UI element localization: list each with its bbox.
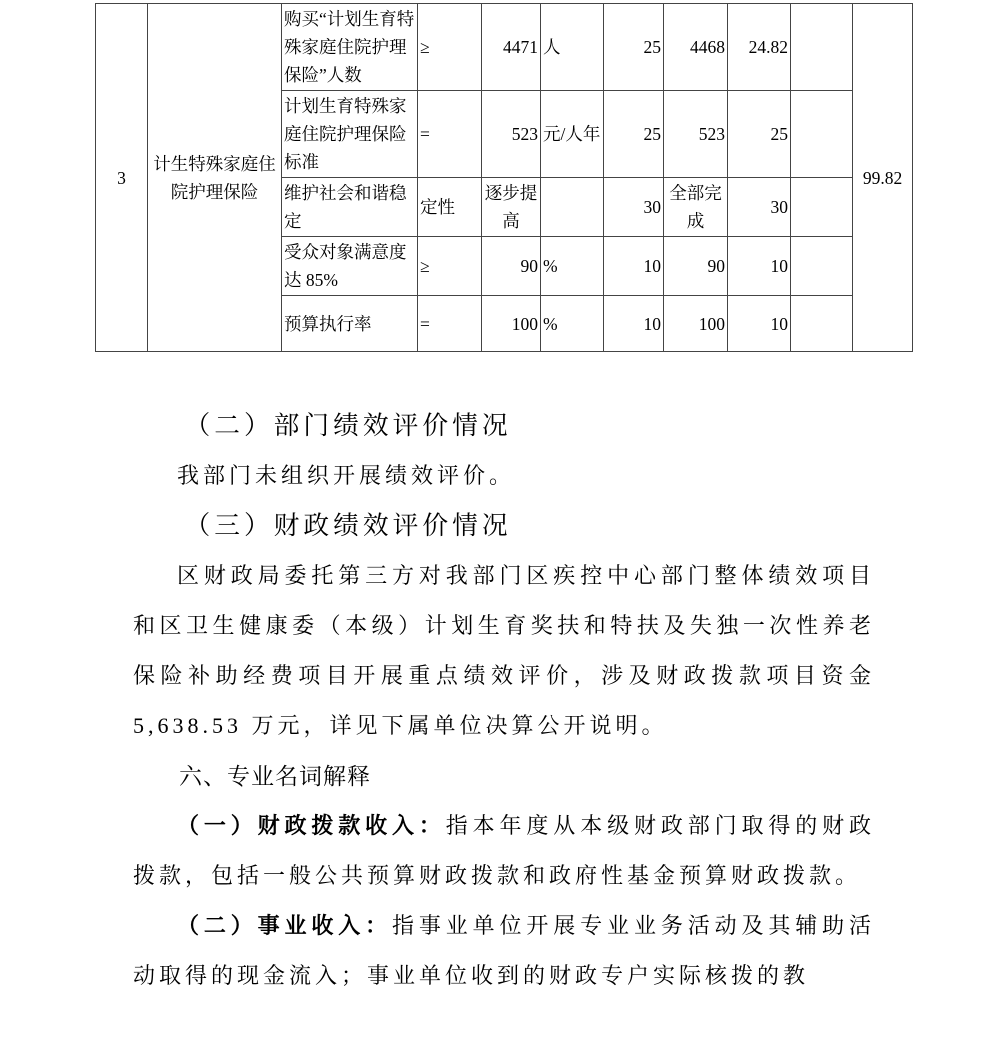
cell-note: [791, 178, 853, 237]
paragraph-definition-fiscal-appropriation: [133, 801, 875, 901]
paragraph-definition-operating-income: [133, 901, 875, 1001]
definition-text: 指事业单位开展专业业务活动及其辅助活动取得的现金流入；事业单位收到的财政专户实际核拨的教: [133, 913, 875, 988]
paragraph-finance-evaluation: 区财政局委托第三方对我部门区疾控中心部门整体绩效项目和区卫生健康委（本级）计划生育奖扶和特扶及失独一次性养老保险补助经费项目开展重点绩效评价，涉及财政拨款项目资金 5,638.53 万元，详见下属单位决算公开说明。: [133, 563, 875, 738]
cell-indicator: 购买“计划生育特殊家庭住院护理保险”人数: [282, 4, 418, 91]
performance-indicator-table: [95, 3, 913, 352]
cell-score: 10: [728, 296, 791, 352]
cell-target-value: 4471: [482, 4, 541, 91]
cell-score: 24.82: [728, 4, 791, 91]
definition-term: （二）事业收入：: [177, 913, 393, 938]
cell-weight: 25: [604, 91, 664, 178]
cell-weight: 10: [604, 237, 664, 296]
cell-operator: =: [418, 296, 482, 352]
cell-score: 10: [728, 237, 791, 296]
cell-unit: 人: [541, 4, 604, 91]
cell-unit: 元/人年: [541, 91, 604, 178]
section-heading-terminology: 六、专业名词解释: [179, 763, 371, 789]
cell-target-value: 523: [482, 91, 541, 178]
cell-indicator: 预算执行率: [282, 296, 418, 352]
cell-target-value: 90: [482, 237, 541, 296]
cell-operator: 定性: [418, 178, 482, 237]
cell-indicator: 计划生育特殊家庭住院护理保险标准: [282, 91, 418, 178]
cell-weight: 30: [604, 178, 664, 237]
cell-operator: ≥: [418, 237, 482, 296]
section-heading-dept-evaluation: （二）部门绩效评价情况: [184, 411, 512, 440]
cell-total-score: 99.82: [853, 4, 913, 352]
cell-note: [791, 91, 853, 178]
cell-note: [791, 4, 853, 91]
definition-term: （一）财政拨款收入：: [177, 813, 446, 838]
cell-actual-value: 523: [664, 91, 728, 178]
cell-actual-value: 90: [664, 237, 728, 296]
cell-unit: %: [541, 237, 604, 296]
cell-weight: 10: [604, 296, 664, 352]
cell-actual-value: 4468: [664, 4, 728, 91]
cell-note: [791, 237, 853, 296]
cell-project-name: 计生特殊家庭住院护理保险: [148, 4, 282, 352]
cell-sequence-number: 3: [96, 4, 148, 352]
cell-unit: [541, 178, 604, 237]
cell-operator: ≥: [418, 4, 482, 91]
cell-score: 25: [728, 91, 791, 178]
cell-operator: =: [418, 91, 482, 178]
cell-target-value: 100: [482, 296, 541, 352]
cell-unit: %: [541, 296, 604, 352]
cell-note: [791, 296, 853, 352]
definition-text: 指本年度从本级财政部门取得的财政拨款，包括一般公共预算财政拨款和政府性基金预算财政拨款。: [133, 813, 875, 888]
paragraph-no-evaluation: 我部门未组织开展绩效评价。: [177, 463, 516, 488]
table-row: [96, 4, 913, 91]
cell-target-value: 逐步提高: [482, 178, 541, 237]
cell-indicator: 受众对象满意度达 85%: [282, 237, 418, 296]
section-heading-finance-evaluation: （三）财政绩效评价情况: [184, 511, 512, 540]
cell-indicator: 维护社会和谐稳定: [282, 178, 418, 237]
cell-score: 30: [728, 178, 791, 237]
cell-actual-value: 全部完成: [664, 178, 728, 237]
cell-weight: 25: [604, 4, 664, 91]
cell-actual-value: 100: [664, 296, 728, 352]
document-body: [133, 401, 875, 1001]
